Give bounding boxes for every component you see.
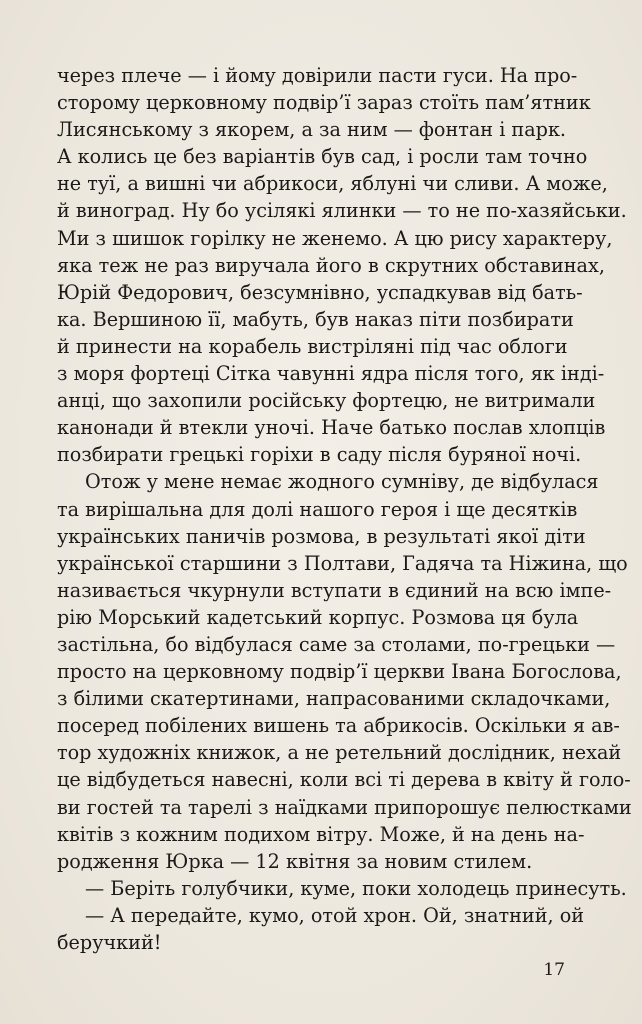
text-line: з білими скатертинами, напрасованими складочками, [57,687,611,711]
text-line: А колись це без варіантів був сад, і росли там точно [57,145,588,169]
text-line: квітів з кожним подихом вітру. Може, й на день на- [57,822,585,846]
text-line: яка теж не раз виручала його в скрутних обставинах, [57,253,605,277]
text-line: посеред побілених вишень та абрикосів. Оскільки я ав- [57,714,620,738]
body-text [57,62,632,956]
text-line: сторому церковному подвір’ї зараз стоїть пам’ятник [57,91,591,115]
page-number: 17 [543,960,565,980]
text-line: називається чкурнули вступати в єдиний на всю імпе- [57,578,612,602]
text-line: це відбудеться навесні, коли всі ті дерева в квіту й голо- [57,768,631,792]
text-line: ви гостей та тарелі з наїдками припорошує пелюстками [57,795,632,819]
text-line: просто на церковному подвір’ї церкви Івана Богослова, [57,660,622,684]
text-line: позбирати грецькі горіхи в саду після буряної ночі. [57,443,582,467]
text-line: та вирішальна для долі нашого героя і ще десятків [57,497,578,521]
text-line: тор художніх книжок, а не ретельний дослідник, нехай [57,741,622,765]
text-line: й принести на корабель вистріляні під час облоги [57,334,568,358]
text-line: рію Морський кадетський корпус. Розмова ця була [57,605,579,629]
text-line: беручкий! [57,931,162,954]
text-line: Ми з шишок горілку не женемо. А цю рису характеру, [57,226,613,250]
text-line: з моря фортеці Сітка чавунні ядра після того, як інді- [57,362,605,386]
text-line: не туї, а вишні чи абрикоси, яблуні чи сливи. А може, [57,172,608,196]
text-line: української старшини з Полтави, Гадяча та Ніжина, що [57,551,628,575]
text-line: українських паничів розмова, в результаті якої діти [57,524,586,548]
dialogue-line: — А передайте, кумо, отой хрон. Ой, знатний, ой [85,903,585,927]
dialogue-line: — Беріть голубчики, куме, поки холодець принесуть. [85,876,627,900]
text-line: застільна, бо відбулася саме за столами, по-грецьки — [57,632,616,656]
text-line: Юрій Федорович, безсумнівно, успадкував від бать- [57,280,583,304]
text-line: родження Юрка — 12 квітня за новим стилем. [57,849,533,873]
text-line: анці, що захопили російську фортецю, не витримали [57,389,596,413]
text-line: Лисянському з якорем, а за ним — фонтан і парк. [57,118,567,142]
text-line: Отож у мене немає жодного сумніву, де відбулася [85,470,599,494]
text-line: канонади й втекли уночі. Наче батько послав хлопців [57,416,606,440]
text-line: ка. Вершиною її, мабуть, був наказ піти позбирати [57,307,574,331]
text-line: через плече — і йому довірили пасти гуси. На про- [57,64,578,87]
text-line: й виноград. Ну бо усілякі ялинки — то не по-хазяйськи. [57,199,627,223]
